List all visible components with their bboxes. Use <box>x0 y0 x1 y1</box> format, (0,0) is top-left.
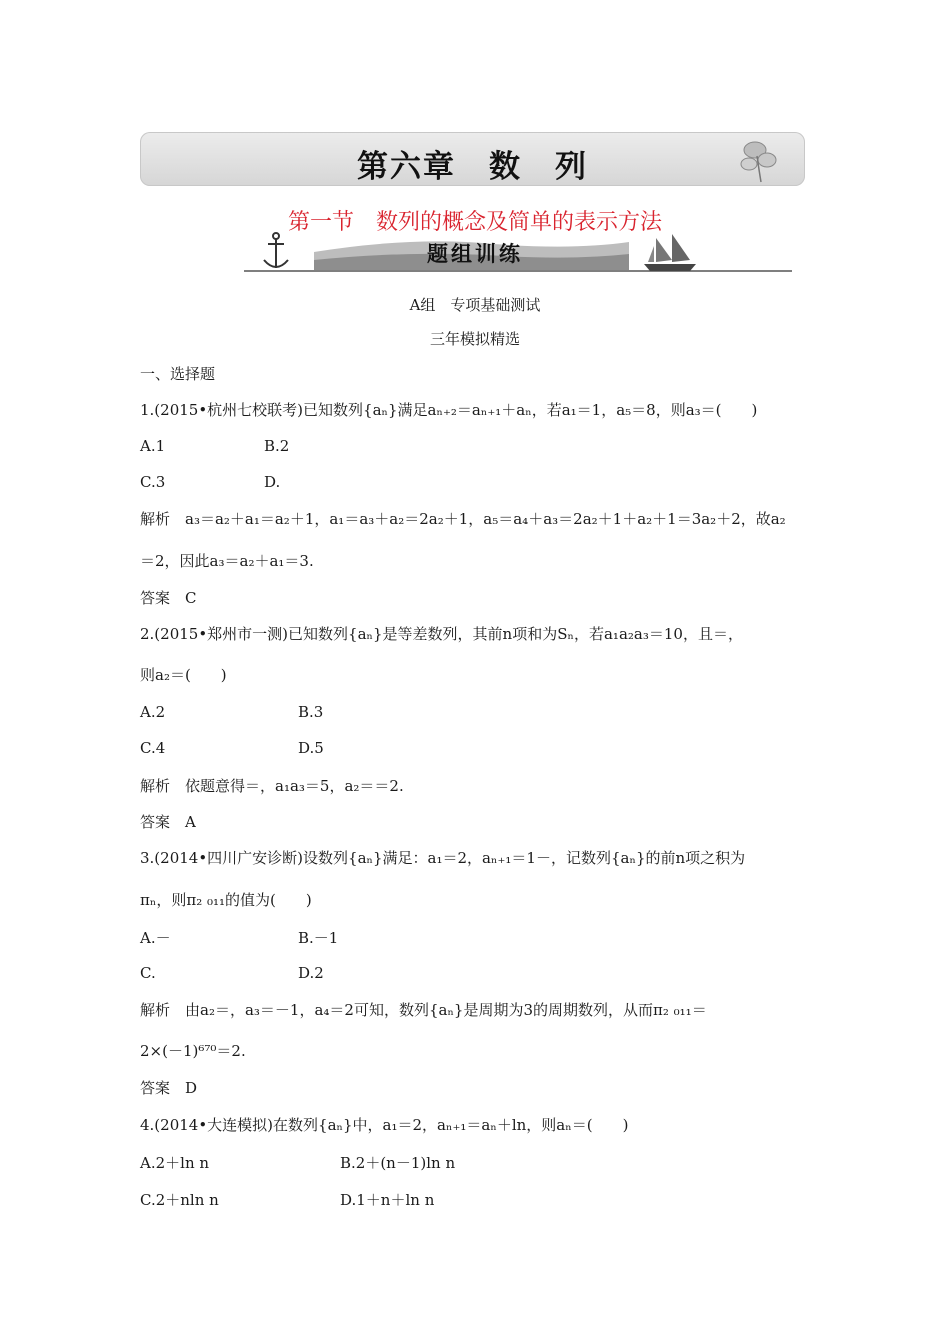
q4-option-a: A.2＋ln n <box>140 1154 210 1172</box>
question-1-text: 1.(2015•杭州七校联考)已知数列{aₙ}满足aₙ₊₂＝aₙ₊₁＋aₙ，若a₁＝1，a₅＝8，则a₃＝( ) <box>140 401 758 419</box>
question-2-text-1: 2.(2015•郑州市一测)已知数列{aₙ}是等差数列，其前n项和为Sₙ，若a₁a₂a₃＝10，且＝， <box>140 625 743 643</box>
q3-analysis-line-2: 2×(－1)⁶⁷⁰＝2. <box>140 1042 246 1060</box>
banner-label: 题组训练 <box>427 242 523 266</box>
q3-analysis-line-1: 解析 由a₂＝，a₃＝－1，a₄＝2可知，数列{aₙ}是周期为3的周期数列，从而π₂ ₀₁₁＝ <box>140 1001 707 1019</box>
q1-option-a: A.1 <box>140 437 166 455</box>
q1-option-c: C.3 <box>140 473 166 491</box>
q2-answer: 答案 A <box>140 813 196 831</box>
q1-analysis-line-1: 解析 a₃＝a₂＋a₁＝a₂＋1，a₁＝a₃＋a₂＝2a₂＋1，a₅＝a₄＋a₃＝2a₂＋1＋a₂＋1＝3a₂＋2，故a₂ <box>140 510 786 528</box>
q2-analysis: 解析 依题意得＝，a₁a₃＝5，a₂＝＝2. <box>140 777 404 795</box>
q4-option-c: C.2＋nln n <box>140 1191 219 1209</box>
q1-option-d: D. <box>264 473 281 491</box>
flower-icon <box>735 136 783 184</box>
q4-option-d: D.1＋n＋ln n <box>340 1191 435 1209</box>
q4-option-b: B.2＋(n－1)ln n <box>340 1154 456 1172</box>
q2-option-c: C.4 <box>140 739 166 757</box>
question-4-text: 4.(2014•大连模拟)在数列{aₙ}中，a₁＝2，aₙ₊₁＝aₙ＋ln，则aₙ＝( ) <box>140 1116 629 1134</box>
q3-answer: 答案 D <box>140 1079 198 1097</box>
q3-option-b: B.－1 <box>298 929 339 947</box>
q1-answer: 答案 C <box>140 589 197 607</box>
q3-option-c: C. <box>140 964 156 982</box>
q2-option-d: D.5 <box>298 739 324 757</box>
group-title: A组 专项基础测试 <box>409 296 541 314</box>
section-heading: 一、选择题 <box>140 365 216 383</box>
question-3-text-1: 3.(2014•四川广安诊断)设数列{aₙ}满足：a₁＝2，aₙ₊₁＝1－，记数列{aₙ}的前n项之积为 <box>140 849 746 867</box>
chapter-banner <box>140 132 805 186</box>
question-3-text-2: πₙ，则π₂ ₀₁₁的值为( ) <box>140 891 312 909</box>
q2-option-b: B.3 <box>298 703 324 721</box>
q3-option-a: A.－ <box>140 929 171 947</box>
q2-option-a: A.2 <box>140 703 166 721</box>
chapter-title: 第六章 数 列 <box>357 149 588 185</box>
section-title: 第一节 数列的概念及简单的表示方法 <box>287 210 662 235</box>
q3-option-d: D.2 <box>298 964 324 982</box>
q1-analysis-line-2: ＝2，因此a₃＝a₂＋a₁＝3. <box>140 552 314 570</box>
q1-option-b: B.2 <box>264 437 290 455</box>
question-2-text-2: 则a₂＝( ) <box>140 666 227 684</box>
group-subtitle: 三年模拟精选 <box>429 330 520 348</box>
